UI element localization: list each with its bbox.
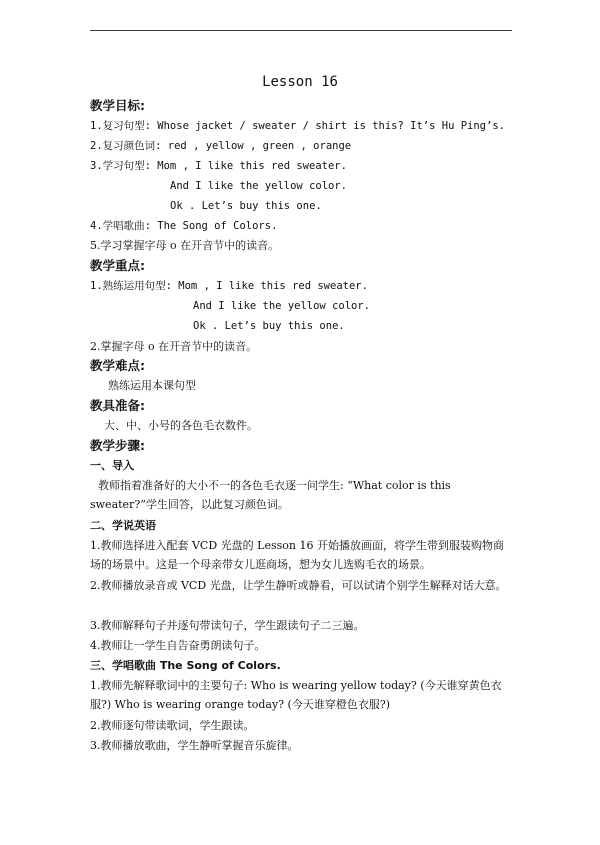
difficulties-text: 熟练运用本课句型 — [108, 379, 196, 392]
steps-heading: 教学步骤: — [90, 438, 145, 453]
objective-item: 2.复习颜色词: red , yellow , green , orange — [90, 140, 352, 152]
english-item: 1.教师选择进入配套 VCD 光盘的 Lesson 16 开始播放画面，将学生带到服装购物商场的场景中。这是一个母亲带女儿逛商场，想为女儿选购毛衣的场景。 — [90, 539, 504, 571]
objective-item: Ok . Let’s buy this one. — [170, 200, 322, 212]
objective-item: 4.学唱歌曲: The Song of Colors. — [90, 220, 278, 232]
header-rule — [90, 30, 512, 31]
intro-text: 教师指着准备好的大小不一的各色毛衣逐一问学生: “What color is this sweater?”学生回答，以此复习颜色词。 — [90, 479, 451, 511]
key-point-item: 2.掌握字母 o 在开音节中的读音。 — [90, 340, 258, 353]
objective-item: 5.学习掌握字母 o 在开音节中的读音。 — [90, 239, 280, 252]
key-point-item: 1.熟练运用句型: Mom , I like this red sweater. — [90, 280, 368, 292]
song-item: 1.教师先解释歌词中的主要句子: Who is wearing yellow today? (今天谁穿黄色衣服?) Who is wearing orange today? (今天谁穿橙色衣服?) — [90, 679, 502, 711]
materials-text: 大、中、小号的各色毛衣数件。 — [104, 419, 258, 432]
objective-item: And I like the yellow color. — [170, 180, 348, 192]
english-item: 2.教师播放录音或 VCD 光盘，让学生静听或静看，可以试请个别学生解释对话大意。 — [90, 579, 507, 592]
lesson-title: Lesson 16 — [262, 74, 338, 90]
english-heading: 二、学说英语 — [90, 519, 156, 532]
english-item: 4.教师让一学生自告奋勇朗读句子。 — [90, 639, 266, 652]
key-point-item: And I like the yellow color. — [193, 300, 371, 312]
key-points-heading: 教学重点: — [90, 258, 145, 273]
objectives-heading: 教学目标: — [90, 98, 145, 113]
objective-item: 1.复习句型: Whose jacket / sweater / shirt is this? It’s Hu Ping’s. — [90, 120, 505, 132]
key-point-item: Ok . Let’s buy this one. — [193, 320, 345, 332]
song-item: 2.教师逐句带读歌词，学生跟读。 — [90, 719, 255, 732]
intro-heading: 一、导入 — [90, 459, 134, 472]
song-heading: 三、学唱歌曲 The Song of Colors. — [90, 659, 281, 672]
materials-heading: 教具准备: — [90, 398, 145, 413]
objective-item: 3.学习句型: Mom , I like this red sweater. — [90, 160, 347, 172]
english-item: 3.教师解释句子并逐句带读句子，学生跟读句子二三遍。 — [90, 619, 365, 632]
song-item: 3.教师播放歌曲，学生静听掌握音乐旋律。 — [90, 739, 299, 752]
difficulties-heading: 教学难点: — [90, 358, 145, 373]
